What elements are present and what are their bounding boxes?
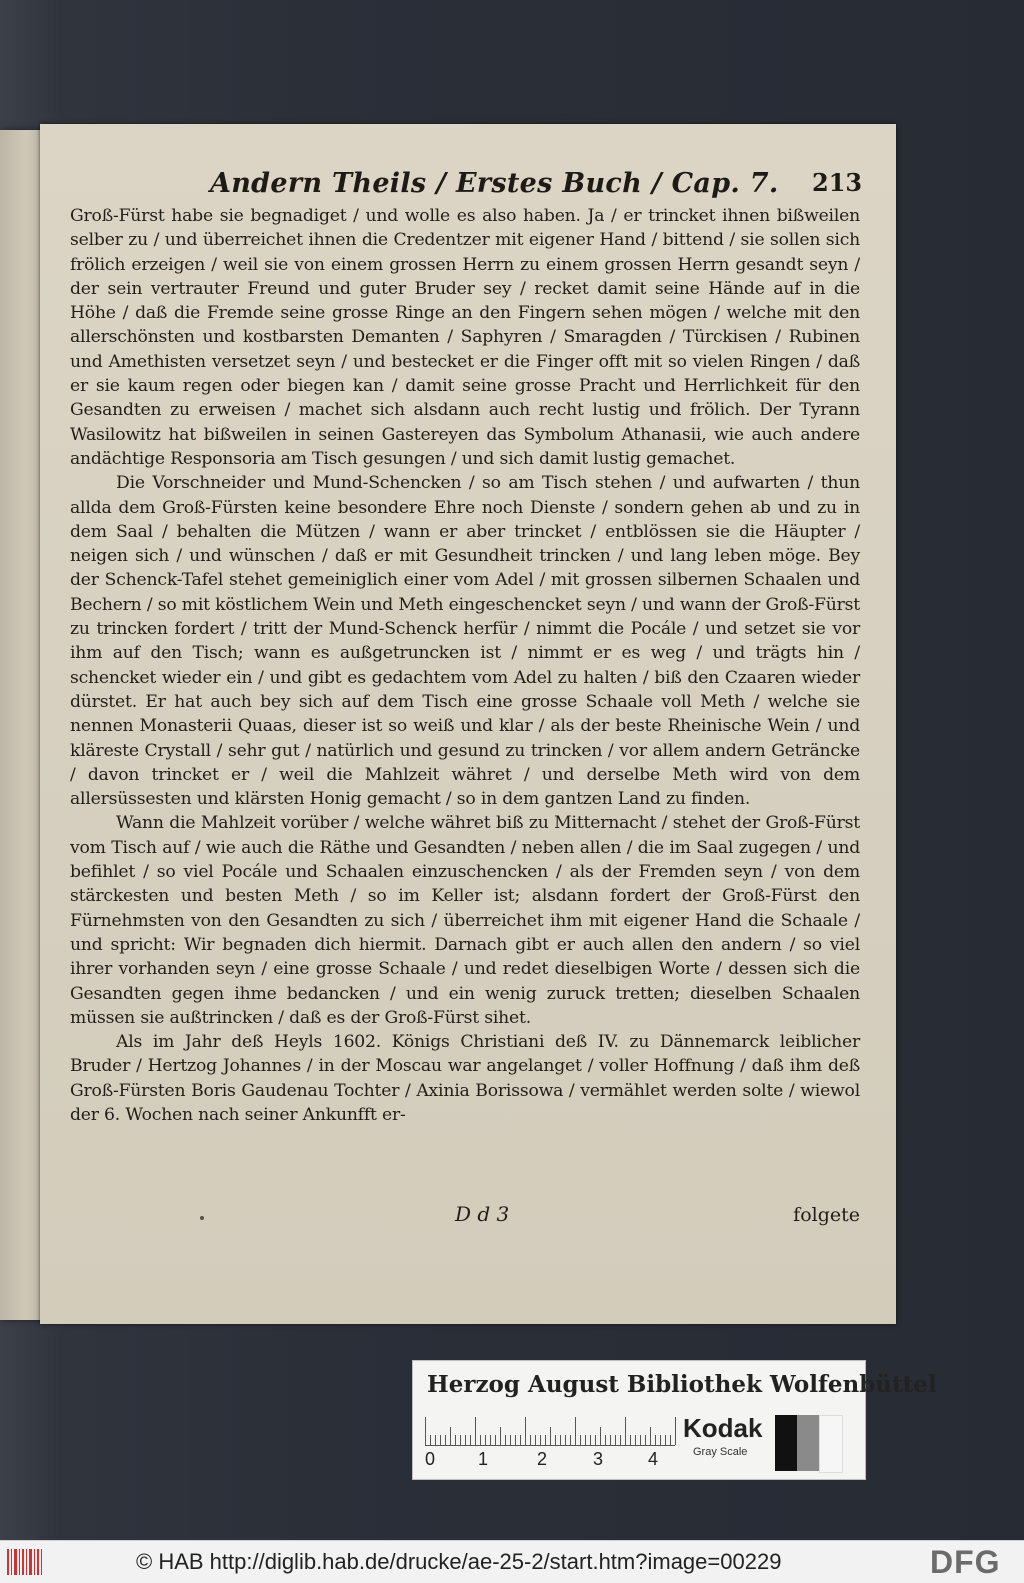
ruler-tick bbox=[665, 1435, 666, 1445]
copyright-url[interactable]: © HAB http://diglib.hab.de/drucke/ae-25-2/start.htm?image=00229 bbox=[136, 1549, 782, 1574]
ruler-tick bbox=[640, 1435, 641, 1445]
ruler-tick bbox=[670, 1435, 671, 1445]
ruler-tick bbox=[455, 1435, 456, 1445]
page-number: 213 bbox=[812, 168, 863, 197]
page-footer bbox=[70, 1202, 860, 1232]
ruler-tick bbox=[435, 1435, 436, 1445]
ruler-tick bbox=[450, 1427, 451, 1445]
ruler-tick bbox=[575, 1417, 576, 1445]
ruler-tick bbox=[625, 1417, 626, 1445]
ruler-tick bbox=[675, 1417, 676, 1445]
ruler-tick bbox=[645, 1435, 646, 1445]
paragraph-2: Die Vorschneider und Mund-Schencken / so am Tisch stehen / und aufwarten / thun allda dem Groß-Fürsten keine besondere Ehre noch Dienste / sondern gehen ab und zu in dem Saal / behalten die Mützen / wann er aber trincket / entblössen sie die Häupter / neigen sich / und wünschen / daß er mit Gesundheit trincken / und lang leben möge. Bey der Schenck-Tafel stehet gemeiniglich einer vom Adel / mit grossen silbernen Schaalen und Bechern / so mit köstlichem Wein und Meth eingeschencket seyn / und wann der Groß-Fürst zu trincken fordert / tritt der Mund-Schenck herfür / nimmt die Pocále / und setzet sie vor ihm auf den Tisch; wann es außgetruncken ist / nimmt er es weg / und trägts hin / schencket wieder ein / und gibt es gedachtem vom Adel zu halten / biß den Czaaren wieder dürstet. Er hat auch bey sich auf dem Tisch eine grosse Schaale voll Meth / welche sie nennen Monasterii Quaas, dieser ist so weiß und klar / als der beste Rheinische Wein / und klärеste Crystall / sehr gut / natürlich und gesund zu trincken / vor allem andern Geträncke / davon trincket er / weil die Mahlzeit währet / und derselbe Meth wird von dem allersüssesten und klärsten Honig gemacht / so in dem gantzen Land zu finden. bbox=[70, 473, 860, 810]
ruler-tick bbox=[545, 1435, 546, 1445]
ruler-tick bbox=[595, 1435, 596, 1445]
ruler-tick bbox=[480, 1435, 481, 1445]
ink-dot bbox=[200, 1216, 204, 1220]
body-text bbox=[70, 204, 860, 1127]
ruler-tick bbox=[535, 1435, 536, 1445]
ruler-tick bbox=[605, 1435, 606, 1445]
ruler-tick bbox=[530, 1435, 531, 1445]
ruler-tick bbox=[580, 1435, 581, 1445]
swatch-white bbox=[819, 1415, 843, 1473]
swatch-gray bbox=[797, 1415, 819, 1471]
ruler-tick bbox=[515, 1435, 516, 1445]
ruler-tick bbox=[615, 1435, 616, 1445]
ruler-tick bbox=[555, 1435, 556, 1445]
ruler-tick bbox=[445, 1435, 446, 1445]
ruler-tick bbox=[570, 1435, 571, 1445]
book-edge bbox=[0, 130, 44, 1320]
paragraph-3: Wann die Mahlzeit vorüber / welche währet biß zu Mitternacht / stehet der Groß-Fürst vom Tisch auf / wie auch die Räthe und Gesandten / neben allen / die im Saal zugegen / und befihlet / so viel Pocále und Schaalen einzuschencken / als der Fremden seyn / von dem stärckesten und besten Meth / so im Keller ist; alsdann fordert der Groß-Fürst den Fürnehmsten von den Gesandten zu sich / überreichet ihm mit eigener Hand die Schaale / und spricht: Wir begnaden dich hiermit. Darnach gibt er auch allen den andern / so viel ihrer vorhanden seyn / eine grosse Schaale / und redet dieselbigen Worte / dessen sich die Gesandten gegen ihme bedancken / und ein wenig zuruck tretten; dieselben Schaalen müssen sie außtrincken / daß es der Groß-Fürst sihet. bbox=[70, 813, 860, 1028]
ruler-tick bbox=[470, 1435, 471, 1445]
scale-number: 0 bbox=[425, 1449, 436, 1469]
swatch-black bbox=[775, 1415, 797, 1471]
scale-number: 3 bbox=[593, 1449, 604, 1469]
ruler-tick bbox=[540, 1435, 541, 1445]
paragraph-4: Als im Jahr deß Heyls 1602. Königs Christiani deß IV. zu Dännemarck leiblicher Bruder / Hertzog Johannes / in der Moscau war angelanget / voller Hoffnung / daß ihm deß Groß-Fürsten Boris Gaudenau Tochter / Axinia Borissowa / vermählet werden solte / wiewol der 6. Wochen nach seiner Ankunfft er- bbox=[70, 1032, 860, 1125]
ruler-tick bbox=[610, 1435, 611, 1445]
book-page bbox=[40, 124, 896, 1324]
paragraph-1: Groß-Fürst habe sie begnadiget / und wolle es also haben. Ja / er trincket ihnen bißweilen selber zu / und überreichet ihnen die Credentzer mit eigener Hand / bittend / sie sollen sich frölich erzeigen / weil sie von einem grossen Herrn zu einem grossen Herrn gesandt seyn / der sein vertrauter Freund und guter Bruder sey / recket damit seine Hände auf in die Höhe / daß die Fremde seine grosse Ringe an den Fingern sehen mögen / welche mit den allerschönsten und kostbarsten Demanten / Saphyren / Smaragden / Türckisen / Rubinen und Amethisten versetzet seyn / und bestecket er die Finger offt mit so vielen Ringen / daß er sie kaum regen oder biegen kan / damit seine grosse Pracht und Herrlichkeit für den Gesandten zu erweisen / machet sich alsdann auch recht lustig und frölich. Der Tyrann Wasilowitz hat bißweilen in seinen Gastereyen das Symbolum Athanasii, wie auch andere andächtige Responsoria am Tisch gesungen / und sich damit lustig gemachet. bbox=[70, 206, 860, 469]
ruler-tick bbox=[560, 1435, 561, 1445]
ruler-tick bbox=[485, 1435, 486, 1445]
footer-bar bbox=[0, 1540, 1024, 1583]
ruler-tick bbox=[655, 1435, 656, 1445]
ruler-tick bbox=[525, 1417, 526, 1445]
ruler-tick bbox=[500, 1427, 501, 1445]
kodak-logo: Kodak bbox=[683, 1413, 763, 1443]
ruler-tick bbox=[620, 1435, 621, 1445]
dfg-logo: DFG bbox=[930, 1544, 1001, 1580]
ruler-tick bbox=[425, 1417, 426, 1445]
institution-name: Herzog August Bibliothek Wolfenbüttel bbox=[427, 1371, 937, 1398]
ruler-tick bbox=[510, 1435, 511, 1445]
ruler-tick bbox=[430, 1435, 431, 1445]
running-head: Andern Theils / Erstes Buch / Cap. 7. bbox=[210, 168, 779, 199]
ruler-tick bbox=[490, 1435, 491, 1445]
ruler-tick bbox=[660, 1435, 661, 1445]
catchword: folgete bbox=[793, 1204, 860, 1226]
ruler-tick bbox=[495, 1435, 496, 1445]
barcode-icon bbox=[6, 1547, 46, 1577]
gray-scale-label: Gray Scale bbox=[693, 1446, 748, 1458]
ruler-tick bbox=[550, 1427, 551, 1445]
ruler-tick bbox=[585, 1435, 586, 1445]
scale-number: 4 bbox=[648, 1449, 659, 1469]
scale-ruler bbox=[425, 1415, 675, 1446]
signature-mark: D d 3 bbox=[455, 1202, 510, 1226]
ruler-tick bbox=[440, 1435, 441, 1445]
ruler-tick bbox=[520, 1435, 521, 1445]
ruler-tick bbox=[565, 1435, 566, 1445]
ruler-tick bbox=[465, 1435, 466, 1445]
ruler-tick bbox=[630, 1435, 631, 1445]
scale-numbers bbox=[425, 1449, 685, 1471]
scale-number: 1 bbox=[478, 1449, 489, 1469]
color-target-card bbox=[412, 1360, 937, 1480]
scale-number: 2 bbox=[537, 1449, 548, 1469]
ruler-tick bbox=[505, 1435, 506, 1445]
ruler-tick bbox=[460, 1435, 461, 1445]
ruler-tick bbox=[600, 1427, 601, 1445]
ruler-tick bbox=[650, 1427, 651, 1445]
ruler-tick bbox=[475, 1417, 476, 1445]
ruler-tick bbox=[590, 1435, 591, 1445]
ruler-tick bbox=[635, 1435, 636, 1445]
